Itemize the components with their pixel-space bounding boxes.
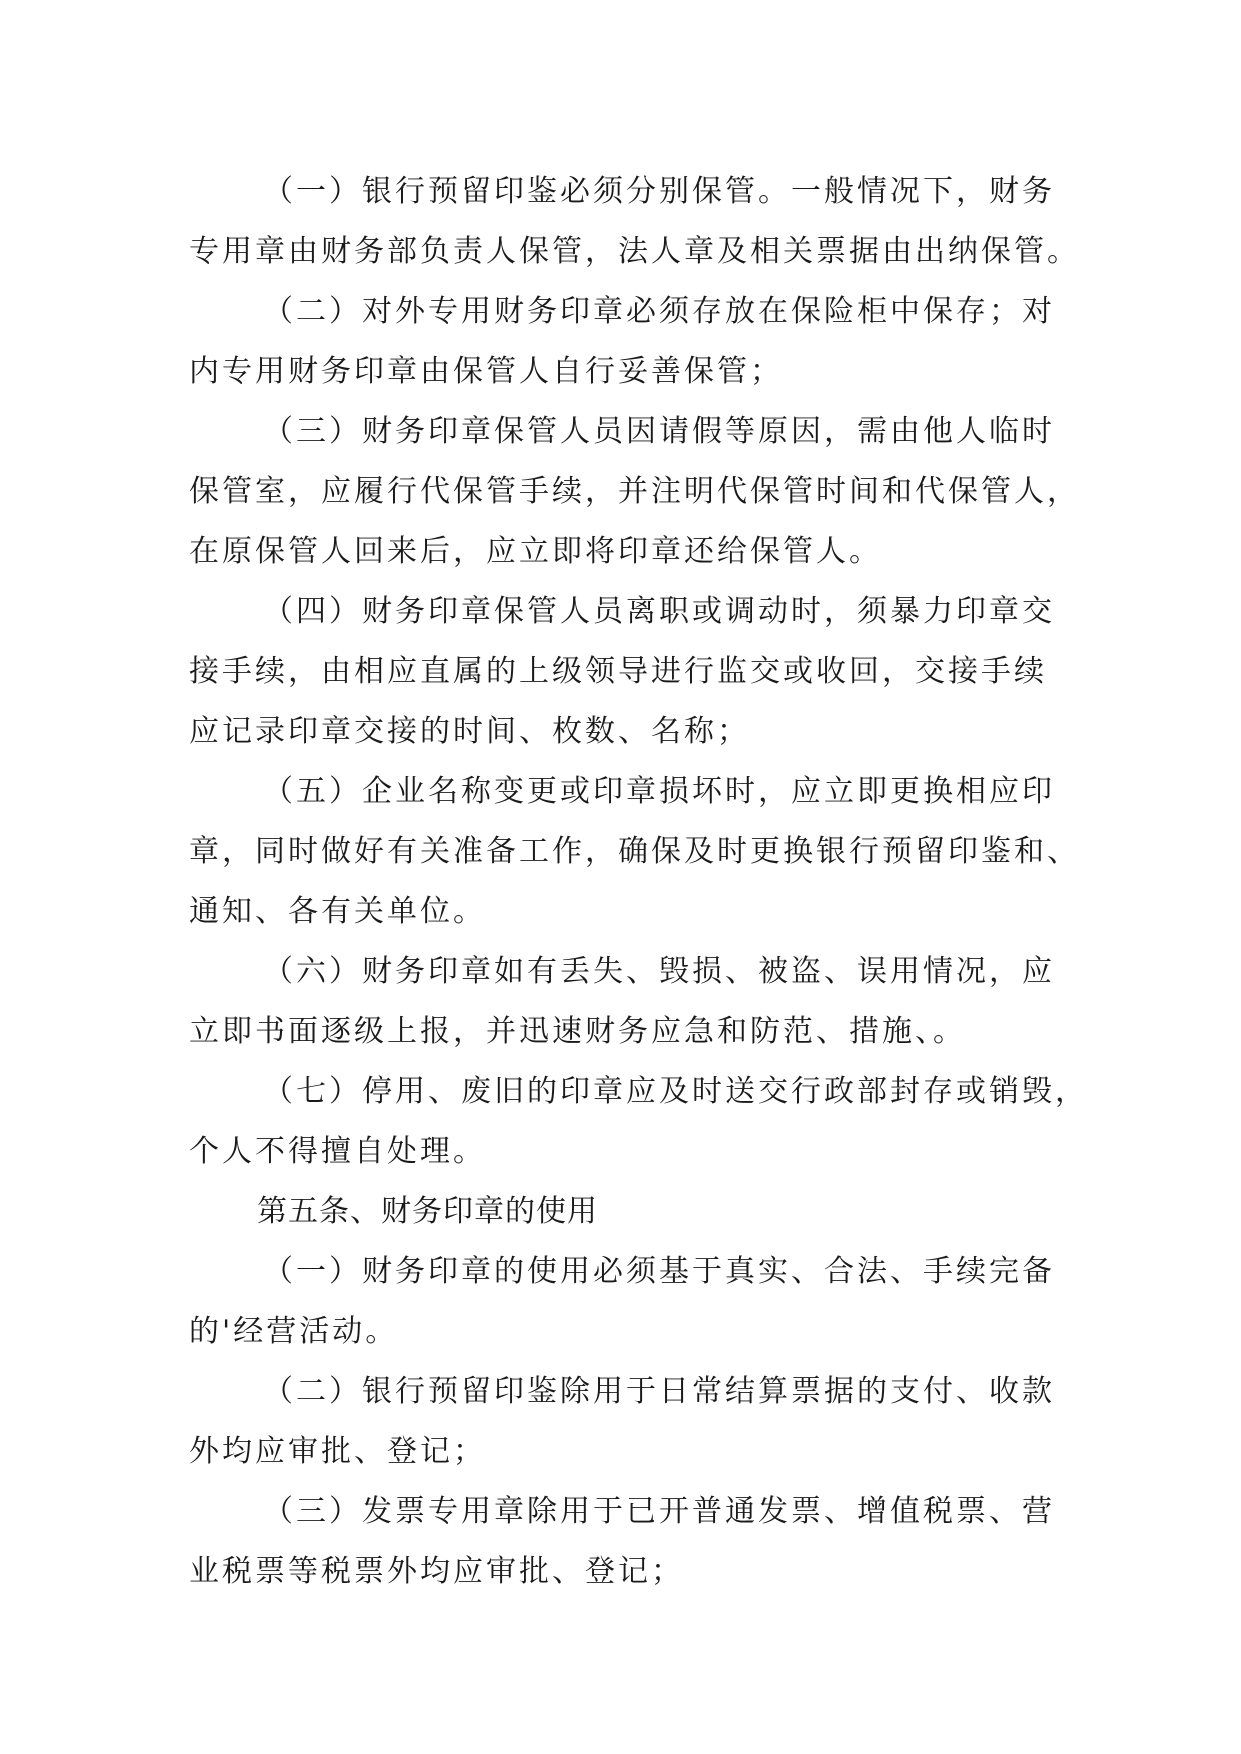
paragraph-1-line-1: （一）银行预留印鉴必须分别保管。一般情况下，财务 [263,174,1055,209]
paragraph-2-line-1: （二）对外专用财务印章必须存放在保险柜中保存；对 [263,294,1055,329]
paragraph-2-line-2: 内专用财务印章由保管人自行妥善保管； [189,354,783,389]
paragraph-3-line-3: 在原保管人回来后，应立即将印章还给保管人。 [189,534,882,569]
paragraph-4-line-1: （四）财务印章保管人员离职或调动时，须暴力印章交 [263,594,1055,629]
paragraph-5-line-2: 章，同时做好有关准备工作，确保及时更换银行预留印鉴和、 [189,834,1080,869]
document-body [189,162,1089,1602]
paragraph-9-line-2: 外均应审批、登记； [189,1434,486,1469]
paragraph-4-line-3: 应记录印章交接的时间、枚数、名称； [189,714,750,749]
paragraph-3-line-2: 保管室，应履行代保管手续，并注明代保管时间和代保管人， [189,474,1080,509]
paragraph-3-line-1: （三）财务印章保管人员因请假等原因，需由他人临时 [263,414,1055,449]
paragraph-7-line-2: 个人不得擅自处理。 [189,1134,486,1169]
paragraph-4-line-2: 接手续，由相应直属的上级领导进行监交或收回，交接手续 [189,654,1047,689]
section-heading-article-5: 第五条、财务印章的使用 [257,1194,598,1229]
paragraph-10-line-1: （三）发票专用章除用于已开普通发票、增值税票、营 [263,1494,1055,1529]
paragraph-6-line-2: 立即书面逐级上报，并迅速财务应急和防范、措施、。 [189,1014,966,1049]
paragraph-7-line-1: （七）停用、废旧的印章应及时送交行政部封存或销毁， [263,1074,1088,1109]
paragraph-5-line-3: 通知、各有关单位。 [189,894,486,929]
paragraph-9-line-1: （二）银行预留印鉴除用于日常结算票据的支付、收款 [263,1374,1055,1409]
paragraph-8-line-1: （一）财务印章的使用必须基于真实、合法、手续完备 [263,1254,1055,1289]
paragraph-8-line-2: 的'经营活动。 [189,1314,399,1349]
paragraph-1-line-2: 专用章由财务部负责人保管，法人章及相关票据由出纳保管。 [189,234,1080,269]
paragraph-5-line-1: （五）企业名称变更或印章损坏时，应立即更换相应印 [263,774,1055,809]
paragraph-10-line-2: 业税票等税票外均应审批、登记； [189,1554,684,1589]
paragraph-6-line-1: （六）财务印章如有丢失、毁损、被盗、误用情况，应 [263,954,1055,989]
